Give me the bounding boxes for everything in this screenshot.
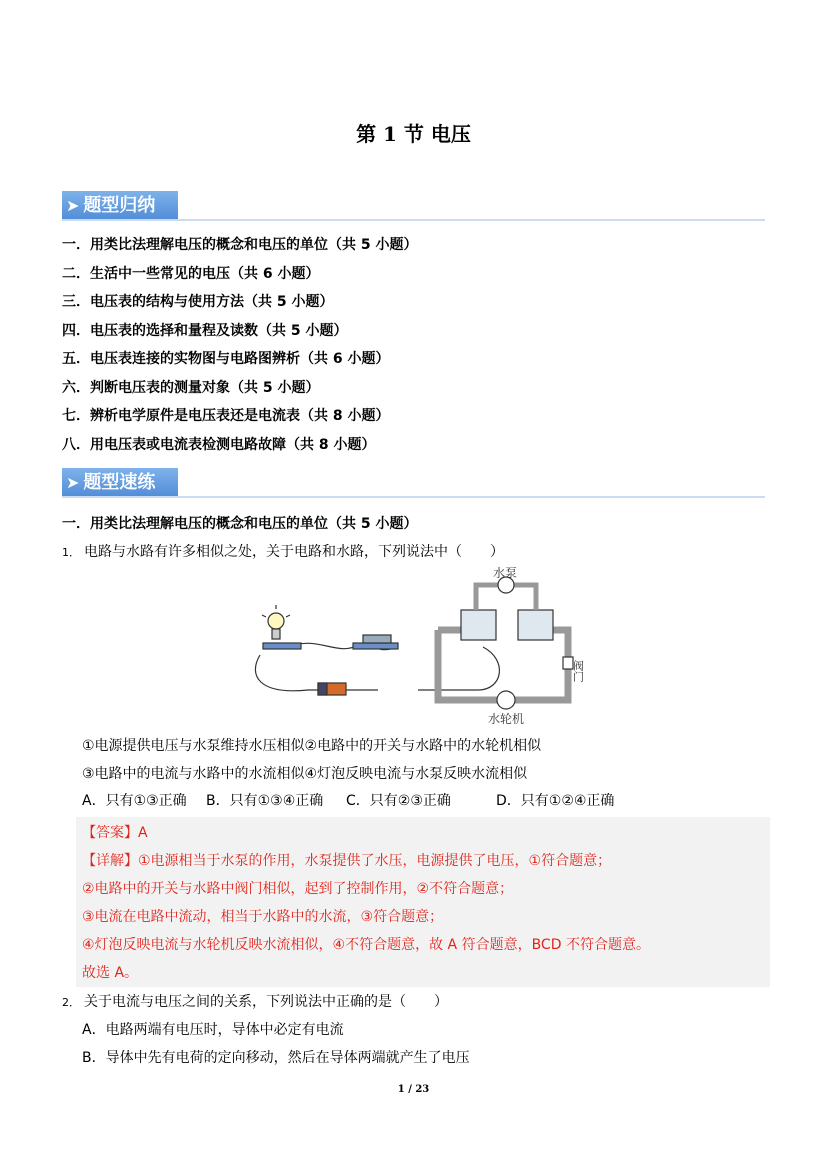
q1-statement: ①电源提供电压与水泵维持水压相似②电路中的开关与水路中的水轮机相似 xyxy=(82,738,542,754)
choice-a[interactable]: A．只有①③正确 xyxy=(82,793,187,809)
toc-item: 五．电压表连接的实物图与电路图辨析（共 6 小题） xyxy=(62,351,390,367)
toc-item: 一．用类比法理解电压的概念和电压的单位（共 5 小题） xyxy=(62,237,418,253)
circuit-water-figure xyxy=(248,565,588,730)
banner-practice-label: 题型速练 xyxy=(83,472,156,493)
toc-item: 四．电压表的选择和量程及读数（共 5 小题） xyxy=(62,322,348,339)
detail-line: ③电流在电路中流动，相当于水路中的水流，③符合题意； xyxy=(82,909,444,925)
choice-c[interactable]: C．只有②③正确 xyxy=(346,793,451,809)
q2-option-b[interactable]: B．导体中先有电荷的定向移动，然后在导体两端就产生了电压 xyxy=(82,1050,470,1066)
toc-item: 七．辨析电学原件是电压表还是电流表（共 8 小题） xyxy=(62,408,390,424)
banner-practice xyxy=(62,468,765,498)
toc-item: 八．用电压表或电流表检测电路故障（共 8 小题） xyxy=(62,436,376,453)
q2-option-a[interactable]: A．电路两端有电压时，导体中必定有电流 xyxy=(82,1022,344,1038)
question-1-stem: 1． 电路与水路有许多相似之处，关于电路和水路，下列说法中（ ） xyxy=(62,544,504,560)
water-circuit xyxy=(438,577,573,709)
detail-line: 【详解】①电源相当于水泵的作用，水泵提供了水压，电源提供了电压，①符合题意； xyxy=(82,853,612,869)
page-title: 第 1 节 电压 xyxy=(356,122,471,146)
detail-line: ④灯泡反映电流与水轮机反映水流相似，④不符合题意，故 A 符合题意，BCD 不符合题意。 xyxy=(82,937,650,953)
q1-statement: ③电路中的电流与水路中的水流相似④灯泡反映电流与水泵反映水流相似 xyxy=(82,766,528,782)
section-heading: 一．用类比法理解电压的概念和电压的单位（共 5 小题） xyxy=(62,516,418,532)
label-valve: 阀门 xyxy=(571,660,585,682)
toc-item: 六．判断电压表的测量对象（共 5 小题） xyxy=(62,379,320,396)
choice-b[interactable]: B．只有①③④正确 xyxy=(206,793,324,809)
q1-choices xyxy=(82,790,742,810)
arrow-icon: ➤ xyxy=(66,196,80,215)
banner-summary xyxy=(62,191,765,221)
question-2-stem: 2． 关于电流与电压之间的关系，下列说法中正确的是（ ） xyxy=(62,994,448,1010)
toc-item: 三．电压表的结构与使用方法（共 5 小题） xyxy=(62,294,334,310)
detail-line: 故选 A。 xyxy=(82,965,139,981)
label-pump: 水泵 xyxy=(493,566,518,580)
answer-box xyxy=(76,817,770,987)
toc-item: 二．生活中一些常见的电压（共 6 小题） xyxy=(62,265,320,282)
toc-list xyxy=(62,236,762,464)
label-turbine: 水轮机 xyxy=(488,712,525,726)
detail-line: ②电路中的开关与水路中阀门相似，起到了控制作用，②不符合题意； xyxy=(82,881,514,897)
page-number: 1 / 23 xyxy=(397,1084,430,1095)
choice-d[interactable]: D．只有①②④正确 xyxy=(496,793,615,809)
answer-label: 【答案】A xyxy=(82,825,148,841)
banner-summary-label: 题型归纳 xyxy=(83,195,156,216)
arrow-icon: ➤ xyxy=(66,473,80,492)
